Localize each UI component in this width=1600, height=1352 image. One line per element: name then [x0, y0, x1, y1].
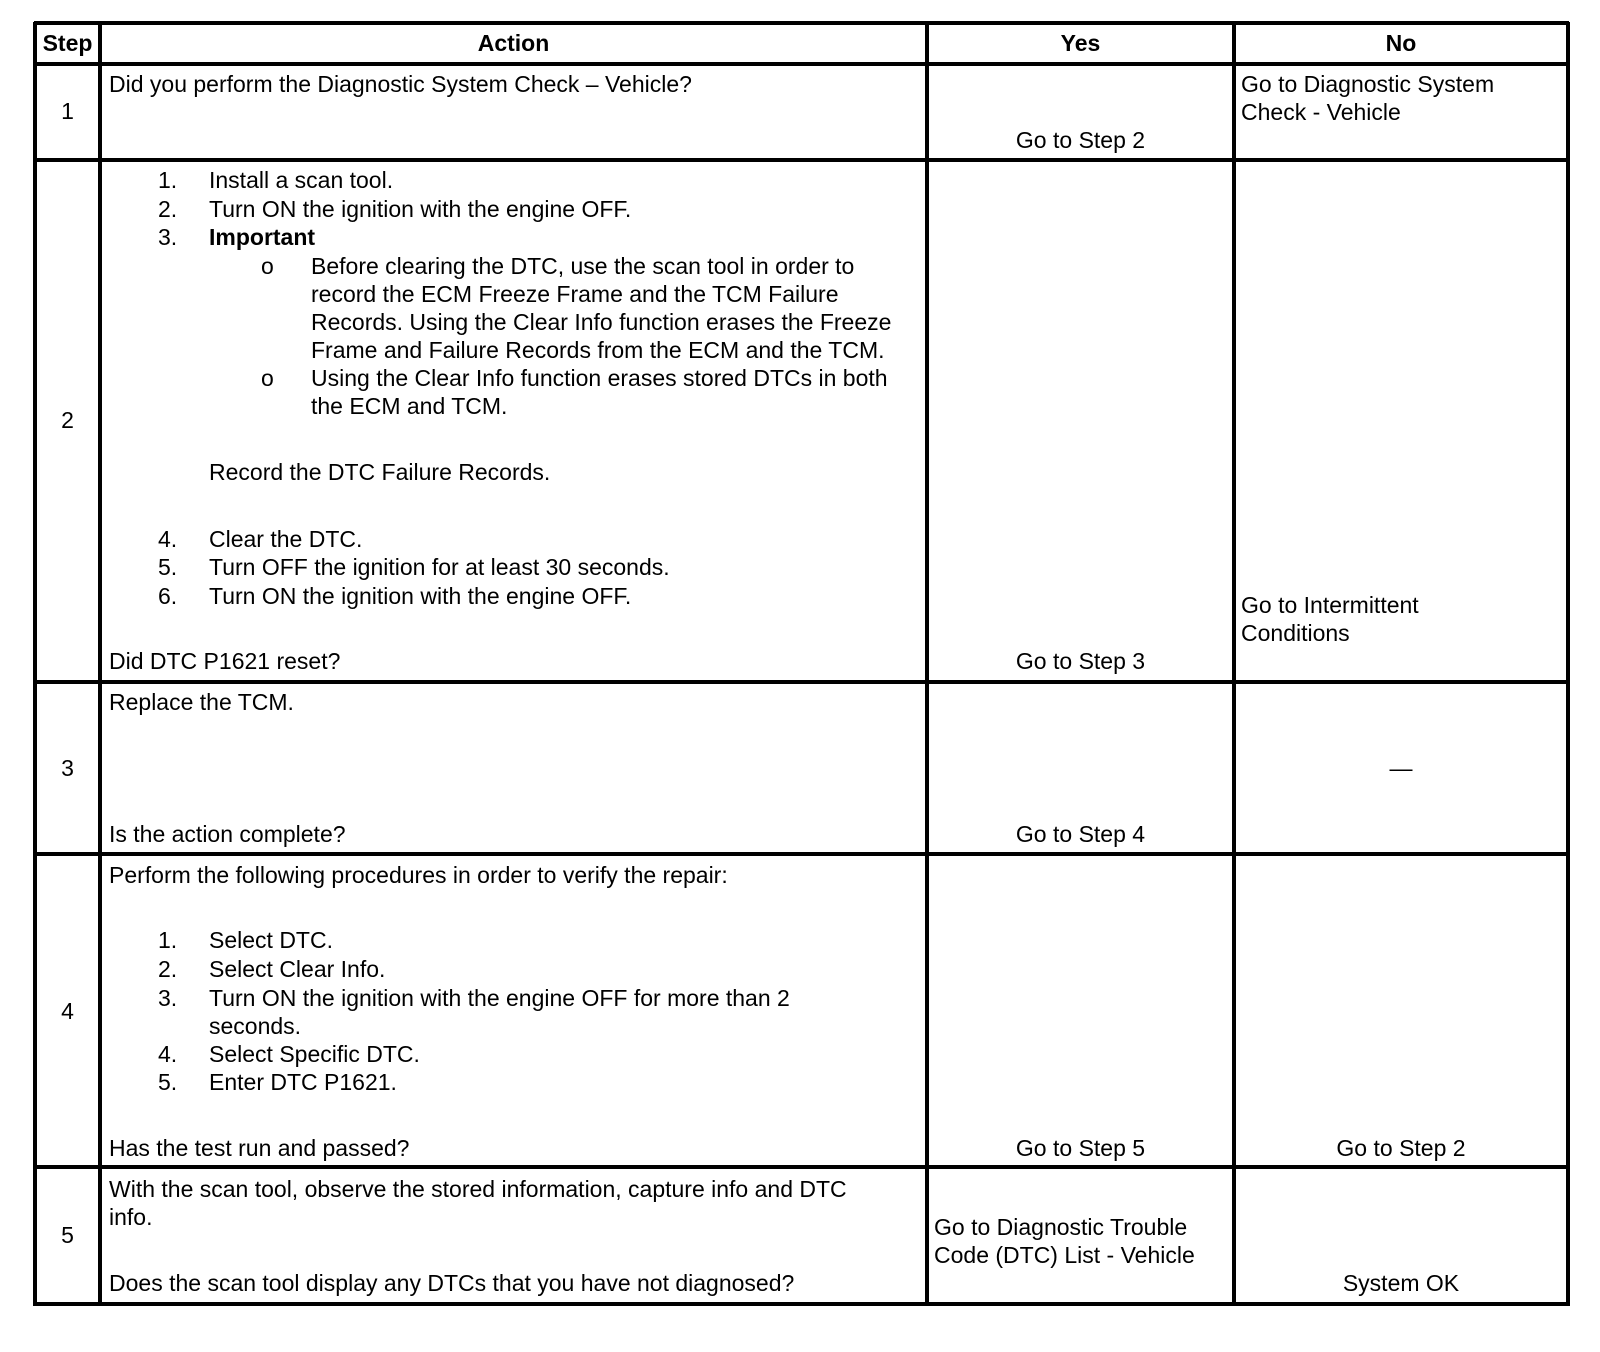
- header-divider: [34, 62, 1569, 66]
- list-number: 5.: [158, 1069, 178, 1095]
- step-number: 4: [61, 998, 74, 1024]
- bullet-text: Using the Clear Info function erases stored DTCs in both: [311, 365, 888, 391]
- step-number: 3: [61, 755, 74, 781]
- header-action: Action: [477, 30, 550, 56]
- list-item: Turn ON the ignition with the engine OFF.: [209, 583, 632, 609]
- list-item: Turn ON the ignition with the engine OFF.: [209, 196, 632, 222]
- header-no: No: [1385, 30, 1417, 56]
- yes-result: Code (DTC) List - Vehicle: [934, 1242, 1195, 1268]
- bullet-text: record the ECM Freeze Frame and the TCM Failure: [311, 281, 839, 307]
- list-number: 3.: [158, 224, 178, 250]
- row-divider-2: [34, 680, 1569, 684]
- column-divider-yes: [1232, 22, 1236, 1306]
- action-text: info.: [109, 1204, 153, 1230]
- record-text: Record the DTC Failure Records.: [209, 459, 551, 485]
- list-number: 4.: [158, 1041, 178, 1067]
- step-number: 2: [61, 407, 74, 433]
- step-number: 5: [61, 1222, 74, 1248]
- question-text: Is the action complete?: [109, 821, 346, 847]
- row-divider-4: [34, 1165, 1569, 1169]
- list-item: Select Specific DTC.: [209, 1041, 420, 1067]
- list-number: 6.: [158, 583, 178, 609]
- column-divider-step: [98, 22, 102, 1306]
- bullet-text: Before clearing the DTC, use the scan tool in order to: [311, 253, 855, 279]
- list-number: 2.: [158, 196, 178, 222]
- list-item: Enter DTC P1621.: [209, 1069, 397, 1095]
- no-result: Go to Step 2: [1336, 1135, 1466, 1161]
- header-yes: Yes: [1060, 30, 1101, 56]
- yes-result: Go to Step 5: [1015, 1135, 1146, 1161]
- bullet-mark: o: [261, 253, 274, 279]
- list-number: 1.: [158, 167, 178, 193]
- important-label: Important: [209, 224, 316, 250]
- action-text: Replace the TCM.: [109, 689, 294, 715]
- question-text: Has the test run and passed?: [109, 1135, 410, 1161]
- list-number: 1.: [158, 927, 178, 953]
- no-result: —: [1389, 755, 1413, 781]
- table-border-bottom: [34, 1302, 1569, 1306]
- action-text: Did you perform the Diagnostic System Check – Vehicle?: [109, 71, 692, 97]
- no-result: Go to Intermittent: [1241, 592, 1419, 618]
- question-text: Does the scan tool display any DTCs that you have not diagnosed?: [109, 1270, 795, 1296]
- list-item: Select DTC.: [209, 927, 333, 953]
- list-item: seconds.: [209, 1013, 302, 1039]
- bullet-text: Frame and Failure Records from the ECM and the TCM.: [311, 337, 885, 363]
- yes-result: Go to Step 3: [1015, 648, 1146, 674]
- row-divider-1: [34, 158, 1569, 162]
- action-text: Perform the following procedures in order to verify the repair:: [109, 862, 728, 888]
- list-number: 2.: [158, 956, 178, 982]
- list-item: Install a scan tool.: [209, 167, 394, 193]
- list-item: Turn OFF the ignition for at least 30 seconds.: [209, 554, 670, 580]
- bullet-mark: o: [261, 365, 274, 391]
- step-number: 1: [61, 98, 74, 124]
- yes-result: Go to Step 4: [1015, 821, 1146, 847]
- question-text: Did DTC P1621 reset?: [109, 648, 341, 674]
- bullet-text: the ECM and TCM.: [311, 393, 508, 419]
- table-border-right: [1566, 22, 1570, 1306]
- list-number: 5.: [158, 554, 178, 580]
- list-item: Clear the DTC.: [209, 526, 363, 552]
- no-result: Check - Vehicle: [1241, 99, 1401, 125]
- table-border-left: [33, 22, 37, 1306]
- action-text: With the scan tool, observe the stored information, capture info and DTC: [109, 1176, 847, 1202]
- yes-result: Go to Step 2: [1015, 127, 1146, 153]
- list-item: Select Clear Info.: [209, 956, 386, 982]
- bullet-text: Records. Using the Clear Info function erases the Freeze: [311, 309, 892, 335]
- table-border-top: [34, 21, 1569, 25]
- list-number: 4.: [158, 526, 178, 552]
- header-step: Step: [42, 30, 93, 56]
- list-item: Turn ON the ignition with the engine OFF for more than 2: [209, 985, 790, 1011]
- list-number: 3.: [158, 985, 178, 1011]
- no-result: Go to Diagnostic System: [1241, 71, 1495, 97]
- row-divider-3: [34, 852, 1569, 856]
- yes-result: Go to Diagnostic Trouble: [934, 1214, 1188, 1240]
- no-result: System OK: [1342, 1270, 1460, 1296]
- no-result: Conditions: [1241, 620, 1350, 646]
